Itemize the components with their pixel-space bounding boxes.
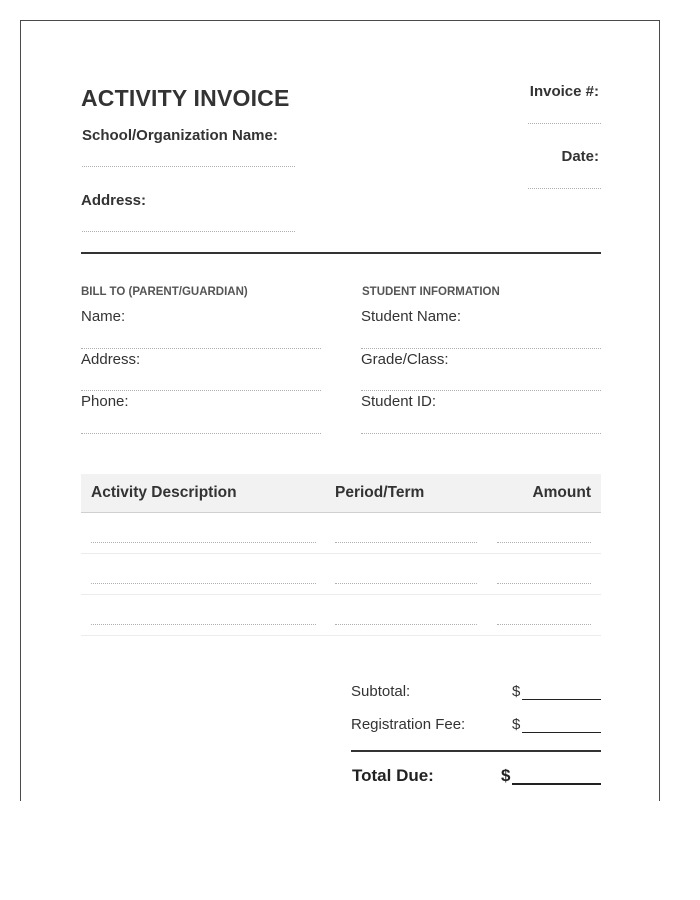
registration-fee-field[interactable]	[522, 732, 601, 733]
student-id-field[interactable]	[361, 433, 601, 434]
subtotal-field[interactable]	[522, 699, 601, 700]
student-name-field[interactable]	[361, 348, 601, 349]
row-1-period-field[interactable]	[335, 542, 477, 543]
row-3-amount-field[interactable]	[497, 624, 591, 625]
col-period-term: Period/Term	[335, 484, 425, 501]
activity-table-header	[81, 474, 601, 513]
subtotal-label: Subtotal:	[351, 683, 411, 700]
org-address-label: Address:	[81, 192, 147, 209]
bill-to-address-field[interactable]	[81, 390, 321, 391]
org-name-label: School/Organization Name:	[82, 127, 278, 144]
student-grade-label: Grade/Class:	[361, 351, 449, 368]
row-3-period-field[interactable]	[335, 624, 477, 625]
student-name-label: Student Name:	[361, 308, 462, 325]
bill-to-phone-field[interactable]	[81, 433, 321, 434]
row-separator	[81, 553, 601, 554]
row-3-description-field[interactable]	[91, 624, 316, 625]
header-divider	[81, 252, 601, 254]
total-due-field[interactable]	[512, 783, 601, 785]
bill-to-name-label: Name:	[81, 308, 126, 325]
invoice-date-label: Date:	[561, 148, 599, 165]
row-separator	[81, 594, 601, 595]
registration-fee-currency: $	[512, 716, 521, 733]
row-separator	[81, 635, 601, 636]
row-2-period-field[interactable]	[335, 583, 477, 584]
total-due-currency: $	[501, 766, 511, 785]
registration-fee-label: Registration Fee:	[351, 716, 466, 733]
student-grade-field[interactable]	[361, 390, 601, 391]
row-1-amount-field[interactable]	[497, 542, 591, 543]
total-due-label: Total Due:	[352, 766, 434, 785]
row-2-amount-field[interactable]	[497, 583, 591, 584]
col-amount: Amount	[532, 484, 591, 501]
student-id-label: Student ID:	[361, 393, 437, 410]
bill-to-address-label: Address:	[81, 351, 141, 368]
bill-to-phone-label: Phone:	[81, 393, 129, 410]
invoice-number-label: Invoice #:	[529, 83, 599, 100]
subtotal-currency: $	[512, 683, 521, 700]
col-activity-description: Activity Description	[91, 484, 237, 501]
row-1-description-field[interactable]	[91, 542, 316, 543]
invoice-date-field[interactable]	[528, 188, 601, 189]
bill-to-heading: BILL TO (PARENT/GUARDIAN)	[81, 286, 248, 298]
invoice-sheet	[20, 20, 660, 801]
invoice-number-field[interactable]	[528, 123, 601, 124]
bill-to-name-field[interactable]	[81, 348, 321, 349]
org-address-field[interactable]	[82, 231, 295, 232]
totals-divider	[351, 750, 601, 752]
student-info-heading: STUDENT INFORMATION	[362, 286, 500, 298]
invoice-title: ACTIVITY INVOICE	[81, 85, 290, 111]
org-name-field[interactable]	[82, 166, 295, 167]
row-2-description-field[interactable]	[91, 583, 316, 584]
